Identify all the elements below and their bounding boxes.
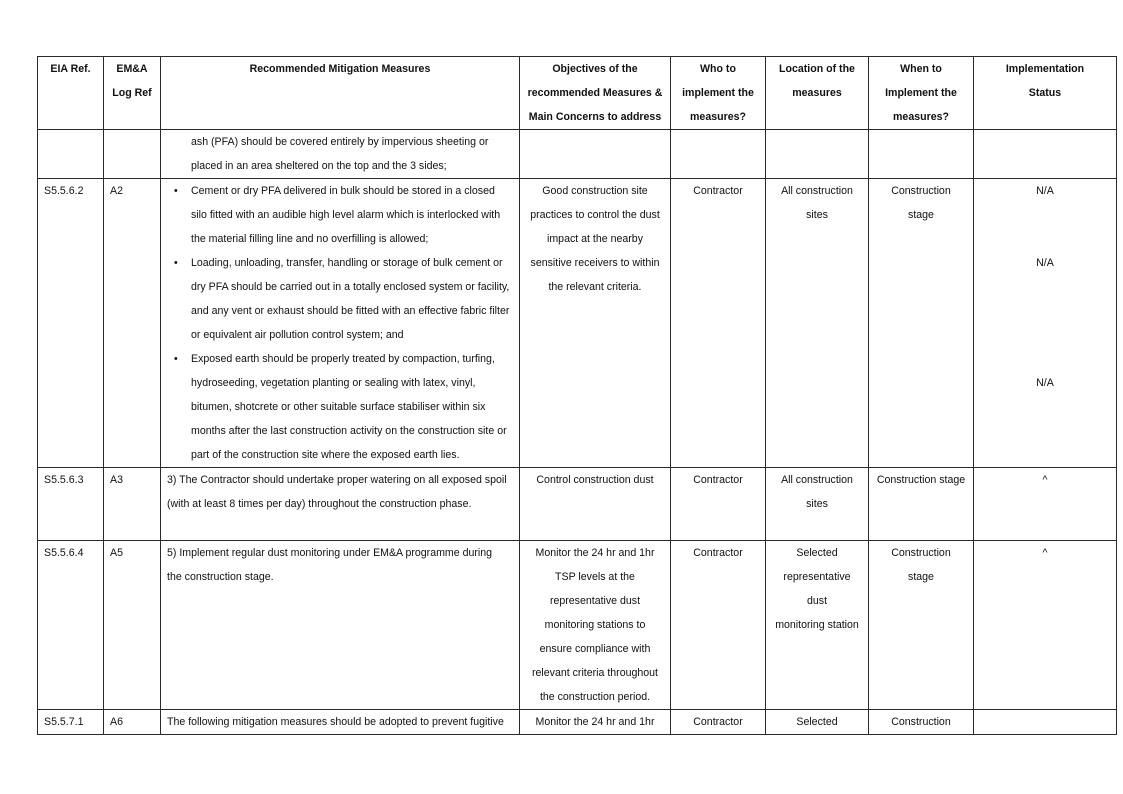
header-mitigation-measures: Recommended Mitigation Measures	[161, 57, 520, 130]
table-row	[38, 468, 1117, 541]
measure-bullet-item: • Cement or dry PFA delivered in bulk should be stored in a closed silo fitted with an audible high level alarm which is interlocked with the material filling line and no overfilling is allowed;	[191, 179, 513, 251]
when-cell: Construction stage	[869, 541, 974, 710]
when-cell: Construction	[869, 710, 974, 735]
status-cell: ^	[974, 468, 1117, 541]
log-ref-cell: A3	[104, 468, 161, 541]
objectives-cell: Monitor the 24 hr and 1hr TSP levels at the representative dust monitoring stations to ensure compliance with relevant criteria throughout the construction period.	[520, 541, 671, 710]
measure-bullet-item: • Loading, unloading, transfer, handling or storage of bulk cement or dry PFA should be carried out in a totally enclosed system or facility, and any vent or exhaust should be fitted with an effective fabric filter or equivalent air pollution control system; and	[191, 251, 513, 347]
table-row	[38, 541, 1117, 710]
who-cell: Contractor	[671, 541, 766, 710]
when-cell: Construction stage	[869, 179, 974, 468]
status-cell	[974, 710, 1117, 735]
status-cell: ^	[974, 541, 1117, 710]
objectives-cell: Good construction site practices to control the dust impact at the nearby sensitive receivers to within the relevant criteria.	[520, 179, 671, 468]
eia-ref-cell: S5.5.6.2	[38, 179, 104, 468]
objectives-cell	[520, 130, 671, 179]
log-ref-cell: A6	[104, 710, 161, 735]
location-cell: Selected representative dust monitoring station	[766, 541, 869, 710]
who-cell	[671, 130, 766, 179]
log-ref-cell	[104, 130, 161, 179]
status-cell	[974, 130, 1117, 179]
header-ema-log-ref: EM&A Log Ref	[104, 57, 161, 130]
measures-cell	[161, 179, 520, 468]
measures-cell: ash (PFA) should be covered entirely by impervious sheeting or placed in an area sheltered on the top and the 3 sides;	[161, 130, 520, 179]
location-cell: Selected	[766, 710, 869, 735]
location-cell: All construction sites	[766, 179, 869, 468]
environmental-mitigation-table	[37, 56, 1117, 735]
table-header-row	[38, 57, 1117, 130]
who-cell: Contractor	[671, 468, 766, 541]
header-objectives: Objectives of the recommended Measures & Main Concerns to address	[520, 57, 671, 130]
table-row	[38, 130, 1117, 179]
table-row	[38, 179, 1117, 468]
when-cell: Construction stage	[869, 468, 974, 541]
log-ref-cell: A2	[104, 179, 161, 468]
table-row	[38, 710, 1117, 735]
measures-cell: 3) The Contractor should undertake proper watering on all exposed spoil (with at least 8 times per day) throughout the construction phase.	[161, 468, 520, 541]
status-cell: N/A N/A N/A	[974, 179, 1117, 468]
when-cell	[869, 130, 974, 179]
eia-ref-cell: S5.5.6.3	[38, 468, 104, 541]
location-cell: All construction sites	[766, 468, 869, 541]
objectives-cell: Control construction dust	[520, 468, 671, 541]
who-cell: Contractor	[671, 179, 766, 468]
header-implementation-status: Implementation Status	[974, 57, 1117, 130]
eia-ref-cell	[38, 130, 104, 179]
header-when-to-implement: When to Implement the measures?	[869, 57, 974, 130]
log-ref-cell: A5	[104, 541, 161, 710]
measure-bullet-item: • Exposed earth should be properly treated by compaction, turfing, hydroseeding, vegetation planting or sealing with latex, vinyl, bitumen, shotcrete or other suitable surface stabiliser within six months after the last construction activity on the construction site or part of the construction site where the exposed earth lies.	[191, 347, 513, 467]
header-who-to-implement: Who to implement the measures?	[671, 57, 766, 130]
who-cell: Contractor	[671, 710, 766, 735]
location-cell	[766, 130, 869, 179]
eia-ref-cell: S5.5.6.4	[38, 541, 104, 710]
objectives-cell: Monitor the 24 hr and 1hr	[520, 710, 671, 735]
measures-cell: 5) Implement regular dust monitoring under EM&A programme during the construction stage.	[161, 541, 520, 710]
measures-cell: The following mitigation measures should be adopted to prevent fugitive	[161, 710, 520, 735]
header-location: Location of the measures	[766, 57, 869, 130]
eia-ref-cell: S5.5.7.1	[38, 710, 104, 735]
header-eia-ref: EIA Ref.	[38, 57, 104, 130]
